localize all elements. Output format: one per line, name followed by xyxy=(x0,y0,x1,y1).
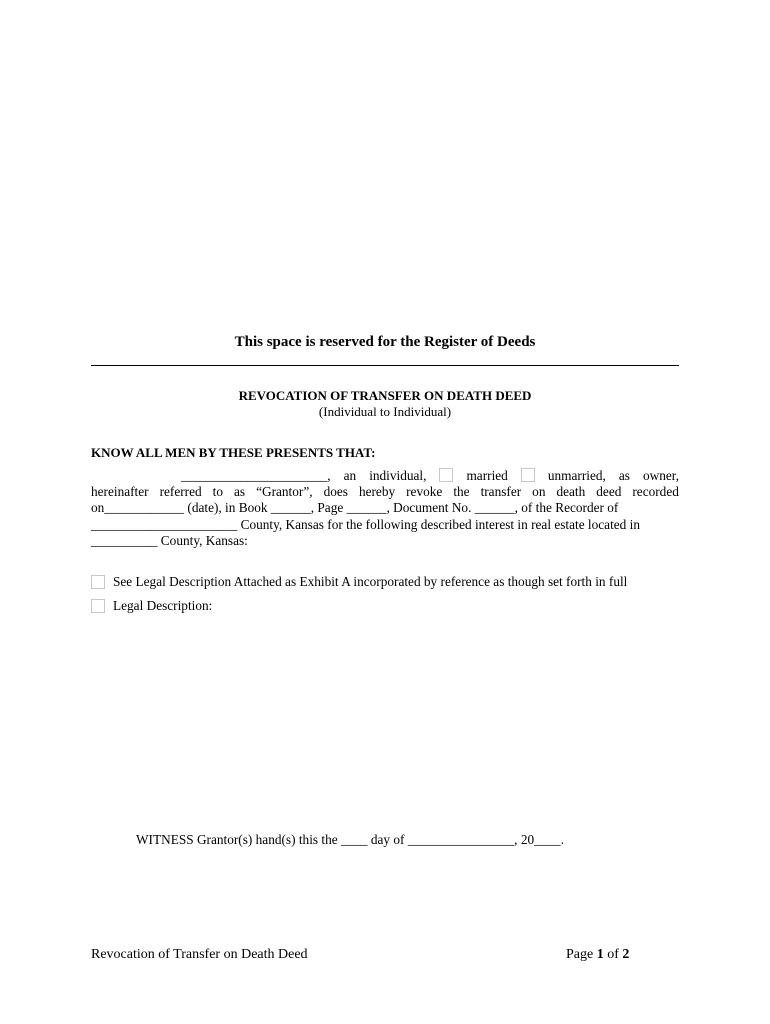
know-all-men-heading: KNOW ALL MEN BY THESE PRESENTS THAT: xyxy=(91,445,376,460)
married-label: married xyxy=(466,468,508,483)
word-an: an xyxy=(343,468,357,483)
legal-description-option xyxy=(91,598,212,614)
paragraph-line-4: ______________________ County, Kansas for the following described interest in real estate located in xyxy=(91,516,640,532)
exhibit-a-option xyxy=(91,574,627,590)
married-checkbox[interactable] xyxy=(439,468,453,482)
paragraph-line-5: __________ County, Kansas: xyxy=(91,532,248,548)
word-as: as xyxy=(618,468,630,483)
word-individual: individual, xyxy=(369,468,427,483)
word: does xyxy=(323,484,348,500)
unmarried-checkbox[interactable] xyxy=(521,468,535,482)
grantor-name-blank: ______________________, xyxy=(181,468,331,483)
legal-description-label: Legal Description: xyxy=(113,598,213,613)
register-of-deeds-notice: This space is reserved for the Register of Deeds xyxy=(234,334,536,350)
word: death xyxy=(556,484,586,500)
word: recorded xyxy=(632,484,679,500)
word: “Grantor”, xyxy=(256,484,313,500)
witness-line: WITNESS Grantor(s) hand(s) this the ____ day of ________________, 20____. xyxy=(136,832,565,847)
document-subtitle: (Individual to Individual) xyxy=(318,404,452,419)
footer-document-title: Revocation of Transfer on Death Deed xyxy=(91,947,308,962)
word: hereby xyxy=(358,484,396,500)
current-page: 1 xyxy=(596,947,604,962)
footer-page-number xyxy=(566,947,629,963)
word: referred xyxy=(159,484,202,500)
word: hereinafter xyxy=(91,484,149,500)
word: as xyxy=(234,484,246,500)
exhibit-a-label: See Legal Description Attached as Exhibit A incorporated by reference as though set forth in full xyxy=(113,574,628,589)
unmarried-label: unmarried, xyxy=(547,468,606,483)
word: revoke xyxy=(406,484,443,500)
horizontal-rule xyxy=(91,365,679,366)
paragraph-line-3: on____________ (date), in Book ______, Page ______, Document No. ______, of the Recorder of xyxy=(91,500,619,516)
total-pages: 2 xyxy=(622,947,630,962)
paragraph-line-1 xyxy=(91,468,679,484)
word: to xyxy=(212,484,223,500)
legal-description-checkbox[interactable] xyxy=(91,599,105,613)
word: the xyxy=(453,484,470,500)
document-title: REVOCATION OF TRANSFER ON DEATH DEED xyxy=(238,388,532,403)
word: transfer xyxy=(480,484,522,500)
page-word: Page xyxy=(566,947,594,962)
of-word: of xyxy=(607,947,619,962)
exhibit-a-checkbox[interactable] xyxy=(91,575,105,589)
grantor-paragraph xyxy=(91,468,679,549)
word-owner: owner, xyxy=(642,468,679,483)
word: on xyxy=(532,484,546,500)
paragraph-line-2 xyxy=(91,484,679,500)
word: deed xyxy=(596,484,622,500)
